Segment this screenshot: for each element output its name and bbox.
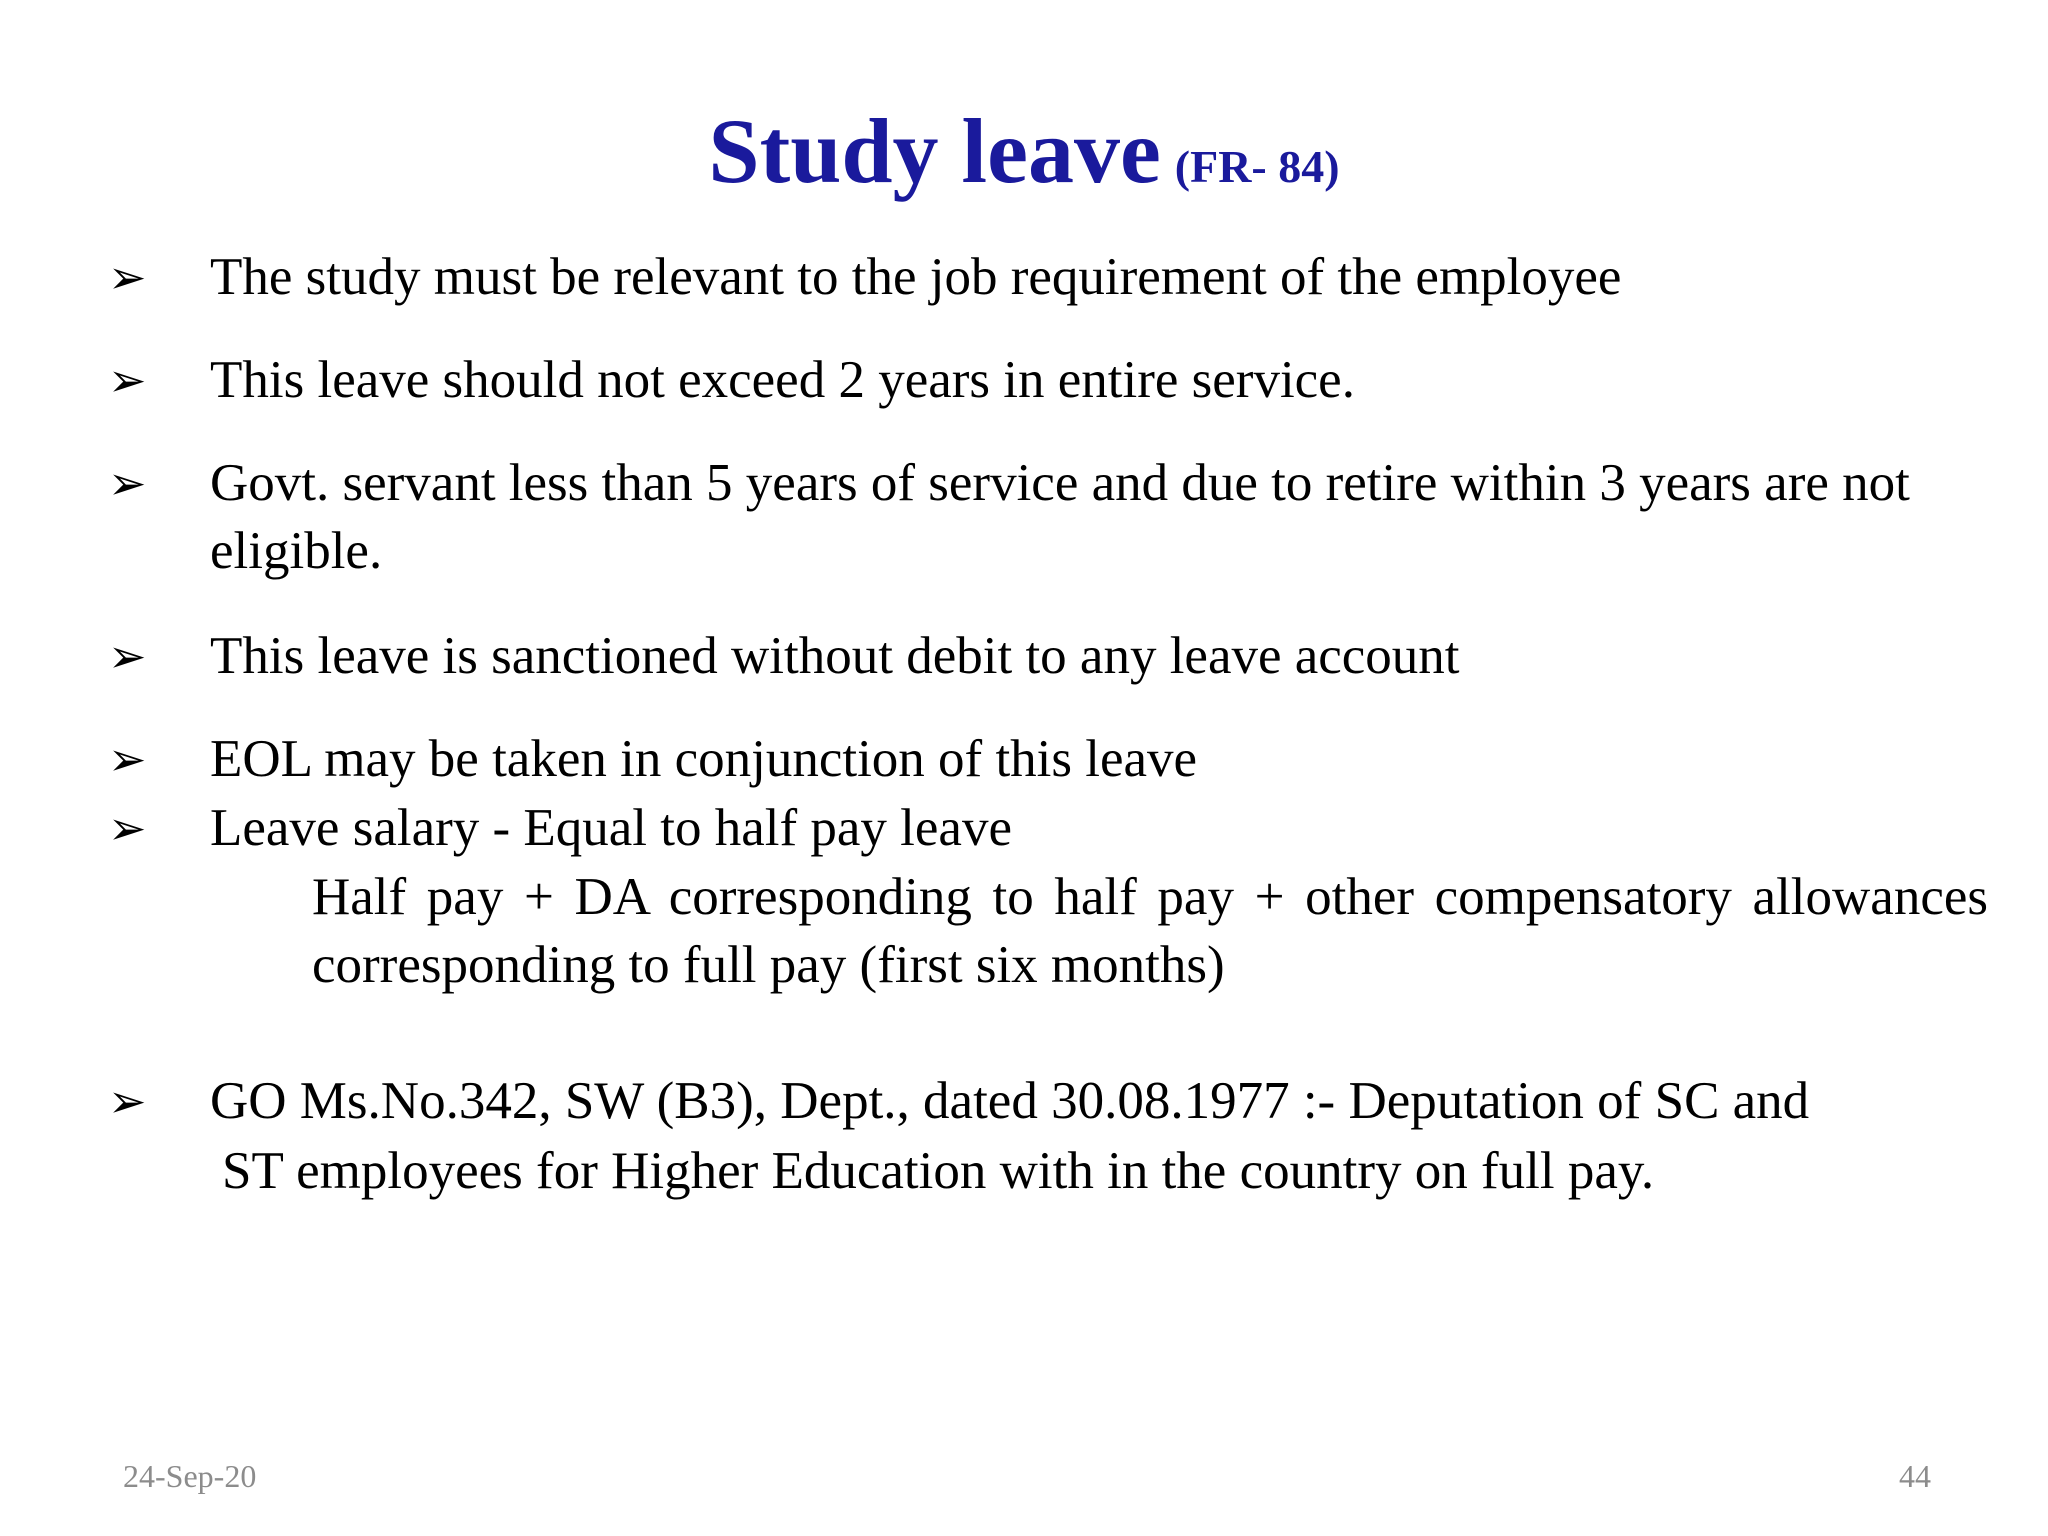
arrow-bullet-icon: ➢ bbox=[108, 732, 147, 786]
go-note-line-1: GO Ms.No.342, SW (B3), Dept., dated 30.08.1977 :- Deputation of SC and bbox=[210, 1072, 1810, 1130]
footer-date: 24-Sep-20 bbox=[123, 1458, 257, 1494]
bullet-text: Govt. servant less than 5 years of service and due to retire within 3 years are not eligible. bbox=[210, 454, 1910, 580]
go-note bbox=[0, 1067, 2048, 1207]
arrow-bullet-icon: ➢ bbox=[108, 353, 147, 407]
arrow-bullet-icon: ➢ bbox=[108, 629, 147, 683]
page-number: 44 bbox=[1899, 1458, 1931, 1494]
arrow-bullet-icon: ➢ bbox=[108, 801, 147, 855]
title-reference: (FR- 84) bbox=[1174, 141, 1340, 192]
title-main: Study leave bbox=[708, 100, 1161, 202]
bullet-text: The study must be relevant to the job requirement of the employee bbox=[210, 248, 1622, 306]
bullet-text: This leave should not exceed 2 years in entire service. bbox=[210, 351, 1355, 409]
arrow-bullet-icon: ➢ bbox=[108, 250, 147, 304]
leave-salary-detail: Half pay + DA corresponding to half pay + other compensatory allowances corresponding to full pay (first six months) bbox=[312, 868, 1988, 994]
bullet-text: EOL may be taken in conjunction of this leave bbox=[210, 730, 1198, 788]
arrow-bullet-icon: ➢ bbox=[108, 456, 147, 510]
go-note-line-2: ST employees for Higher Education with in the country on full pay. bbox=[222, 1142, 1655, 1200]
bullet-text: Leave salary - Equal to half pay leave bbox=[210, 799, 1012, 857]
bullet-text: This leave is sanctioned without debit to any leave account bbox=[210, 627, 1460, 685]
slide-title bbox=[0, 100, 2048, 202]
arrow-bullet-icon: ➢ bbox=[108, 1074, 147, 1128]
